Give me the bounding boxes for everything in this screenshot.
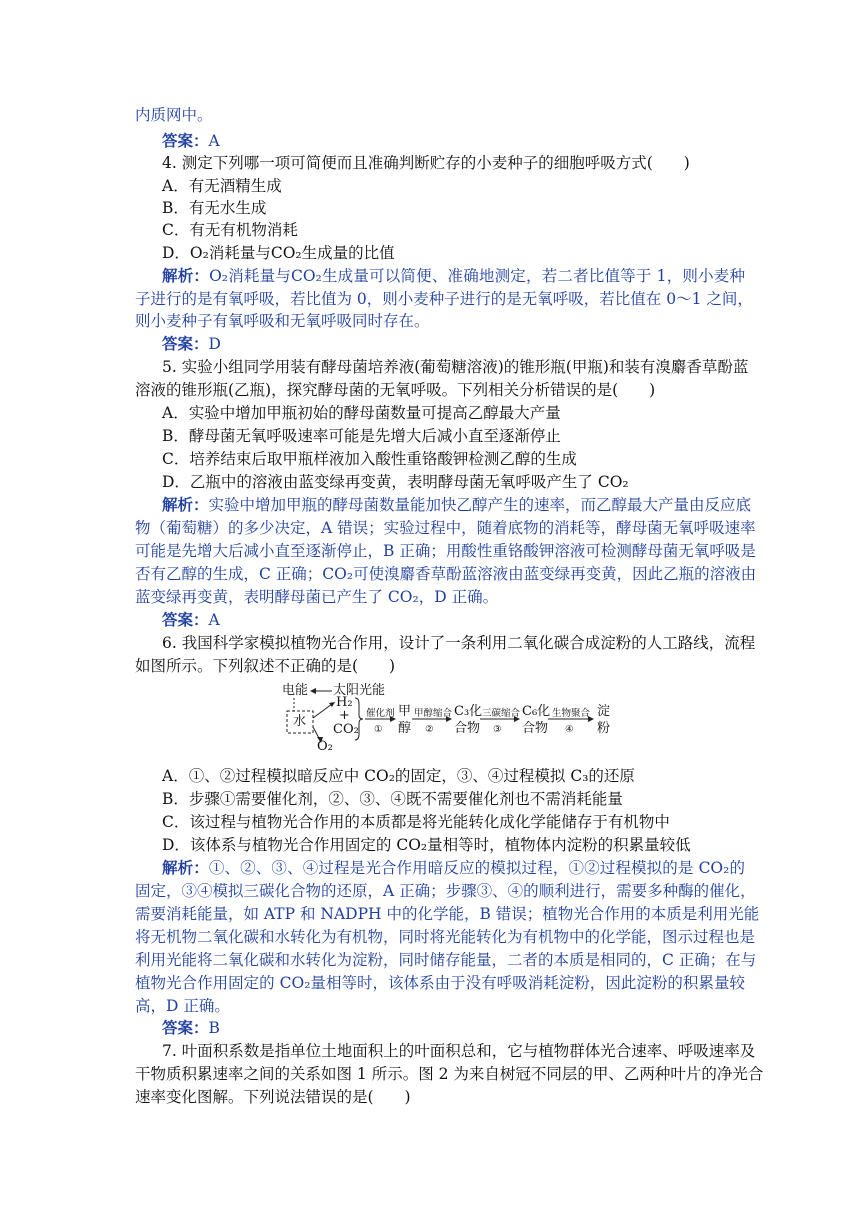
methanol-label-top: 甲 [398, 704, 412, 719]
q5-analysis-line-5: 蓝变绿再变黄，表明酵母菌已产生了 CO₂，D 正确。 [135, 588, 499, 606]
q4-analysis-line-2: 子进行的是有氧呼吸，若比值为 0，则小麦种子进行的是无氧呼吸，若比值在 0～1 之间， [135, 290, 753, 308]
q5-option-c: C．培养结束后取甲瓶样液加入酸性重铬酸钾检测乙醇的生成 [162, 450, 577, 468]
q6-stem-line-1: 6. 我国科学家模拟植物光合作用，设计了一条利用二氧化碳合成淀粉的人工路线，流程 [162, 634, 756, 652]
answer-label: 答案： [162, 334, 209, 353]
starch-label-top: 淀 [597, 704, 611, 719]
q4-option-b: B．有无水生成 [162, 199, 267, 217]
q6-analysis-line-5: 利用光能将二氧化碳和水转化为淀粉，同时储存能量，二者的本质是相同的，C 正确；在与 [135, 951, 757, 969]
answer-value: A [208, 132, 220, 150]
q7-stem-line-1: 7. 叶面积系数是指单位土地面积上的叶面积总和，它与植物群体光合速率、呼吸速率及 [162, 1042, 756, 1060]
q6-analysis-line-3: 需要消耗能量，如 ATP 和 NADPH 中的化学能，B 错误；植物光合作用的本质是利用光能 [135, 905, 760, 923]
q4-option-c: C．有无有机物消耗 [162, 221, 298, 239]
q4-analysis-line-3: 则小麦种子有氧呼吸和无氧呼吸同时存在。 [135, 312, 430, 330]
catalyst-label: 催化剂 [366, 708, 395, 719]
q6-analysis-line-7: 高，D 正确。 [135, 997, 230, 1015]
q5-answer [162, 609, 772, 631]
answer-value: A [208, 611, 220, 629]
answer-label: 答案： [162, 1018, 209, 1037]
c3-label-bottom: 合物 [454, 721, 481, 736]
step-3-name: 三碳缩合 [482, 708, 521, 719]
q6-analysis-line-6: 植物光合作用固定的 CO₂量相等时，该体系由于没有呼吸消耗淀粉，因此淀粉的积累量较 [135, 974, 745, 992]
q4-analysis-line-1 [162, 265, 745, 287]
analysis-label: 解析： [162, 858, 209, 877]
answer-value: B [208, 1019, 220, 1037]
q5-analysis-line-4: 否有乙醇的生成，C 正确；CO₂可使溴麝香草酚蓝溶液由蓝变绿再变黄，因此乙瓶的溶液由 [135, 565, 757, 583]
q6-option-c: C．该过程与植物光合作用的本质都是将光能转化成化学能储存于有机物中 [162, 813, 670, 831]
o2-label: O₂ [317, 739, 333, 754]
c6-label-top: C₆化 [522, 704, 551, 719]
q4-answer [162, 333, 772, 355]
answer-label: 答案： [162, 610, 209, 629]
solar-energy-label: 太阳光能 [333, 683, 386, 698]
q6-analysis-line-1 [162, 857, 745, 879]
q6-option-a: A．①、②过程模拟暗反应中 CO₂的固定，③、④过程模拟 C₃的还原 [162, 767, 635, 785]
q5-option-d: D．乙瓶中的溶液由蓝变绿再变黄，表明酵母菌无氧呼吸产生了 CO₂ [162, 473, 629, 491]
co2-label: CO₂ [333, 722, 359, 737]
c6-label-bottom: 合物 [522, 721, 549, 736]
water-label: 水 [293, 714, 307, 729]
analysis-label: 解析： [162, 495, 209, 514]
q6-stem-line-2: 如图所示。下列叙述不正确的是( ) [135, 657, 396, 675]
analysis-text: 实验中增加甲瓶的酵母菌数量能加快乙醇产生的速率，而乙醇最大产量由反应底 [208, 496, 752, 514]
h2-label: H₂ [336, 695, 353, 710]
c3-label-top: C₃化 [454, 704, 483, 719]
q5-stem-line-2: 溶液的锥形瓶(乙瓶)，探究酵母菌的无氧呼吸。下列相关分析错误的是( ) [135, 381, 656, 399]
q5-option-a: A．实验中增加甲瓶初始的酵母菌数量可提高乙醇最大产量 [162, 404, 561, 422]
q6-option-d: D．该体系与植物光合作用固定的 CO₂量相等时，植物体内淀粉的积累量较低 [162, 836, 691, 854]
q4-option-a: A．有无酒精生成 [162, 177, 282, 195]
q5-analysis-line-1 [162, 494, 752, 516]
step-1-label: ① [374, 724, 383, 735]
step-3-label: ③ [493, 724, 502, 735]
prev-question-tail: 内质网中。 [135, 106, 213, 124]
plus-label: + [339, 708, 350, 723]
step-4-name: 生物聚合 [552, 708, 591, 719]
analysis-text: ①、②、③、④过程是光合作用暗反应的模拟过程，①②过程模拟的是 CO₂的 [208, 859, 745, 877]
q6-analysis-line-2: 固定，③④模拟三碳化合物的还原，A 正确；步骤③、④的顺利进行，需要多种酶的催化， [135, 882, 756, 900]
q7-stem-line-2: 干物质积累速率之间的关系如图 1 所示。图 2 为来自树冠不同层的甲、乙两种叶片的净光合 [135, 1065, 764, 1083]
q5-stem-line-1: 5. 实验小组同学用装有酵母菌培养液(葡萄糖溶液)的锥形瓶(甲瓶)和装有溴麝香草酚蓝 [162, 358, 749, 376]
q5-analysis-line-3: 可能是先增大后减小直至逐渐停止，B 正确；用酸性重铬酸钾溶液可检测酵母菌无氧呼吸是 [135, 542, 756, 560]
step-2-label: ② [425, 724, 434, 735]
starch-synthesis-diagram [280, 682, 620, 754]
q4-option-d: D．O₂消耗量与CO₂生成量的比值 [162, 244, 395, 262]
q5-option-b: B．酵母菌无氧呼吸速率可能是先增大后减小直至逐渐停止 [162, 427, 561, 445]
step-2-name: 甲醇缩合 [414, 708, 453, 719]
electric-energy-label: 电能 [282, 683, 309, 698]
methanol-label-bottom: 醇 [398, 721, 412, 736]
q5-analysis-line-2: 物（葡萄糖）的多少决定，A 错误；实验过程中，随着底物的消耗等，酵母菌无氧呼吸速率 [135, 519, 756, 537]
q4-stem: 4. 测定下列哪一项可简便而且准确判断贮存的小麦种子的细胞呼吸方式( ) [162, 154, 690, 172]
q6-option-b: B．步骤①需要催化剂，②、③、④既不需要催化剂也不需消耗能量 [162, 790, 623, 808]
analysis-label: 解析： [162, 266, 210, 285]
answer-label: 答案： [162, 131, 209, 150]
answer-value: D [208, 335, 221, 353]
step-4-label: ④ [565, 724, 574, 735]
q7-stem-line-3: 速率变化图解。下列说法错误的是( ) [135, 1088, 411, 1106]
prev-answer [162, 130, 772, 152]
q6-answer [162, 1017, 772, 1039]
q6-analysis-line-4: 将无机物二氧化碳和水转化为有机物，同时将光能转化为有机物中的化学能，图示过程也是 [135, 928, 756, 946]
starch-label-bottom: 粉 [597, 721, 611, 736]
analysis-text: O₂消耗量与CO₂生成量可以简便、准确地测定，若二者比值等于 1，则小麦种 [209, 267, 745, 285]
